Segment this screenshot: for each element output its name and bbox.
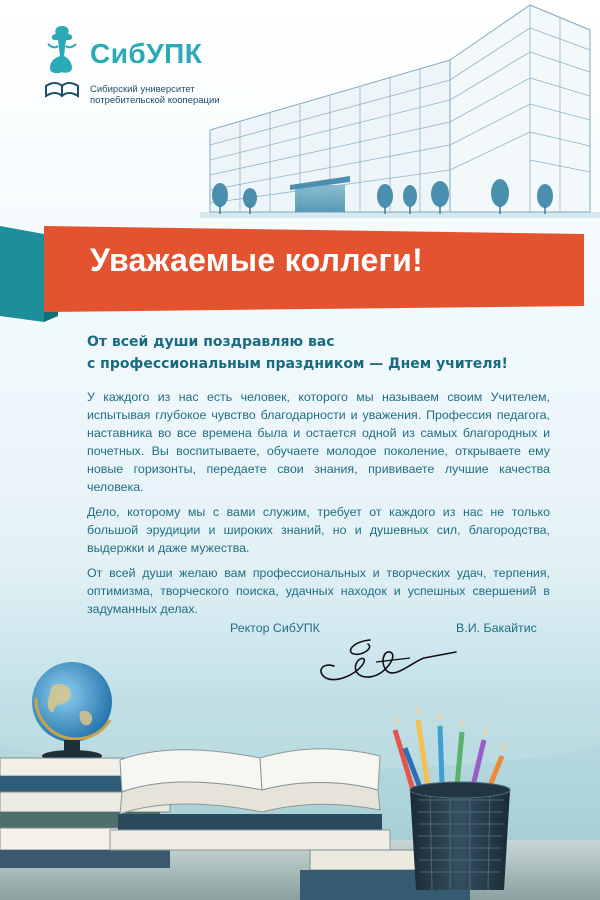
signatory-name: В.И. Бакайтис [456, 621, 537, 635]
lead-line-2: с профессиональным праздником — Днем учителя! [87, 356, 508, 372]
letter-paragraph-2: Дело, которому мы с вами служим, требует от каждого из нас не только большой эрудиции и широких знаний, но и душевных сил, благородства, выдержки и даже мужества. [87, 505, 550, 555]
school-still-life-illustration [0, 640, 600, 900]
logo-name: СибУПК [90, 38, 203, 69]
greeting-lead [87, 331, 567, 375]
lead-line-1: От всей души поздравляю вас [87, 334, 335, 350]
signatory-position: Ректор СибУПК [230, 621, 320, 635]
university-building-illustration [200, 0, 600, 230]
letter-paragraph-1: У каждого из нас есть человек, которого мы называем своим Учителем, испытывая глубокое чувство благодарности и уважения. Профессия педагога, наставника во все времена была и остается одной из самых благородных и почетных. Вы воспитываете, обучаете молодое поколение, открываете ему новые горизонты, передаете свои знания, прививаете лучшие качества человека. [87, 390, 550, 494]
banner-title: Уважаемые коллеги! [90, 242, 424, 278]
letter-body [87, 388, 550, 625]
letter-paragraph-3: От всей души желаю вам профессиональных и творческих удач, терпения, оптимизма, творческого поиска, удачных находок и успешных свершений в задуманных делах. [87, 566, 550, 616]
sibupk-logo-icon [42, 22, 82, 104]
logo-subtitle-line2: потребительской кооперации [90, 95, 220, 106]
logo-subtitle-line1: Сибирский университет [90, 84, 195, 95]
